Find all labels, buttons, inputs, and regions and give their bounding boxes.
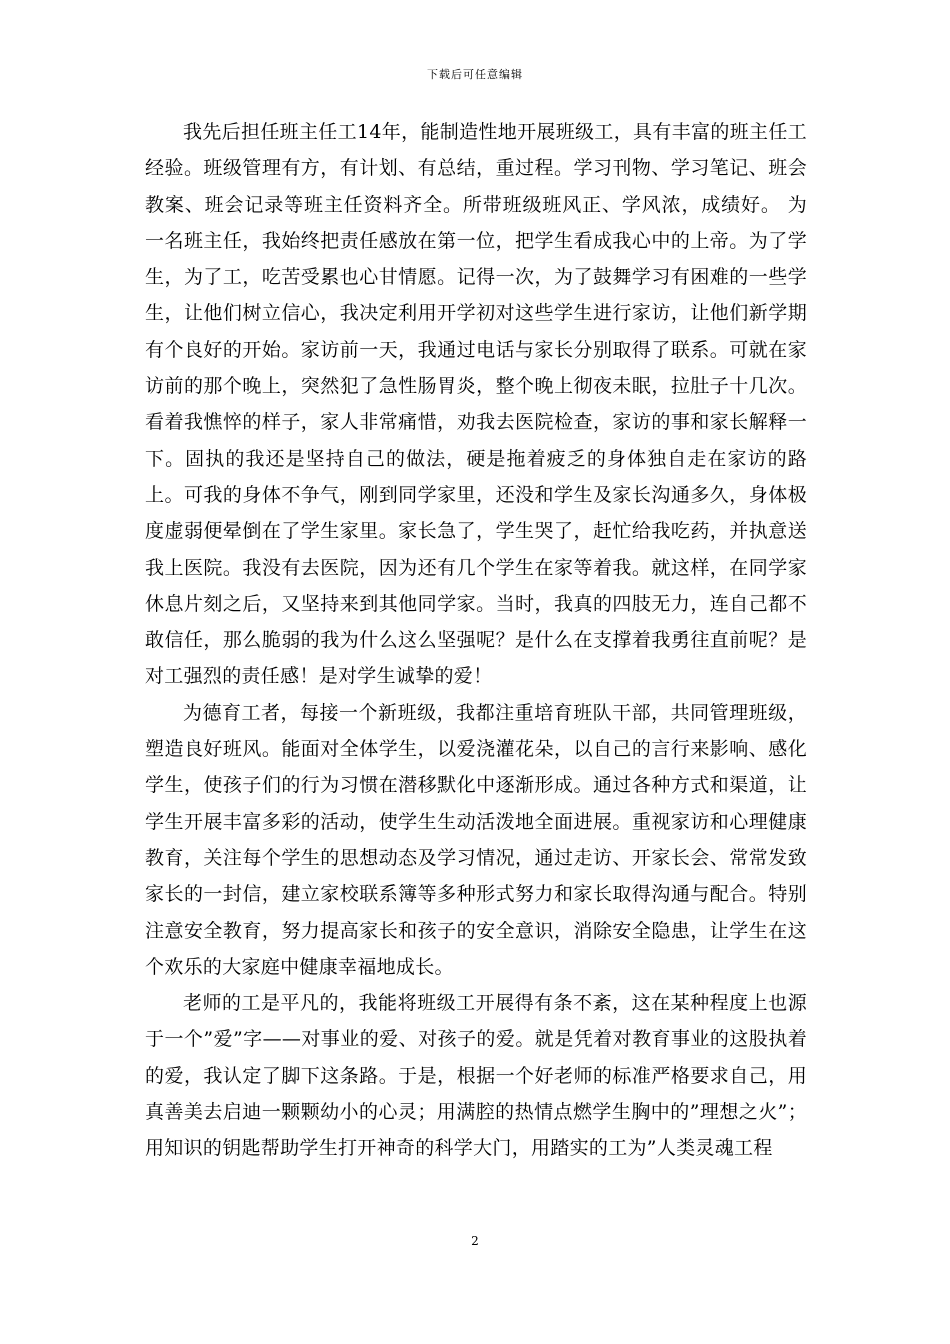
paragraph-love-for-work: 老师的工是平凡的，我能将班级工开展得有条不紊，这在某种程度上也源于一个”爱”字——对事业的爱、对孩子的爱。就是凭着对教育事业的这股执着的爱，我认定了脚下这条路。于是，根据一个好老师的标准严格要求自己，用真善美去启迪一颗颗幼小的心灵；用满腔的热情点燃学生胸中的”理想之火”；用知识的钥匙帮助学生打开神奇的科学大门，用踏实的工为”人类灵魂工程 (145, 992, 807, 1160)
paragraph-class-teacher-experience: 我先后担任班主任工14年，能制造性地开展班级工，具有丰富的班主任工经验。班级管理有方，有计划、有总结，重过程。学习刊物、学习笔记、班会教案、班会记录等班主任资料齐全。所带班级班风正、学风浓，成绩好。 为一名班主任，我始终把责任感放在第一位，把学生看成我心中的上帝。为了学生，为了工，吃苦受累也心甘情愿。记得一次，为了鼓舞学习有困难的一些学生，让他们树立信心，我决定利用开学初对这些学生进行家访，让他们新学期有个良好的开始。家访前一天，我通过电话与家长分别取得了联系。可就在家访前的那个晚上，突然犯了急性肠胃炎，整个晚上彻夜未眠，拉肚子十几次。看着我憔悴的样子，家人非常痛惜，劝我去医院检查，家访的事和家长解释一下。固执的我还是坚持自己的做法，硬是拖着疲乏的身体独自走在家访的路上。可我的身体不争气，刚到同学家里，还没和学生及家长沟通多久，身体极度虚弱便晕倒在了学生家里。家长急了，学生哭了，赶忙给我吃药，并执意送我上医院。我没有去医院，因为还有几个学生在家等着我。就这样，在同学家休息片刻之后，又坚持来到其他同学家。当时，我真的四肢无力，连自己都不敢信任，那么脆弱的我为什么这么坚强呢？是什么在支撑着我勇往直前呢？是对工强烈的责任感！是对学生诚挚的爱！ (145, 121, 807, 688)
paragraph-moral-education: 为德育工者，每接一个新班级，我都注重培育班队干部，共同管理班级，塑造良好班风。能面对全体学生，以爱浇灌花朵，以自己的言行来影响、感化学生，使孩子们的行为习惯在潜移默化中逐渐形成。通过各种方式和渠道，让学生开展丰富多彩的活动，使学生生动活泼地全面进展。重视家访和心理健康教育，关注每个学生的思想动态及学习情况，通过走访、开家长会、常常发致家长的一封信，建立家校联系簿等多种形式努力和家长取得沟通与配合。特别注意安全教育，努力提高家长和孩子的安全意识，消除安全隐患，让学生在这个欢乐的大家庭中健康幸福地成长。 (145, 701, 807, 978)
page-number: 2 (471, 1234, 479, 1248)
page-header-note: 下载后可任意编辑 (427, 68, 523, 81)
document-body (145, 114, 807, 1167)
